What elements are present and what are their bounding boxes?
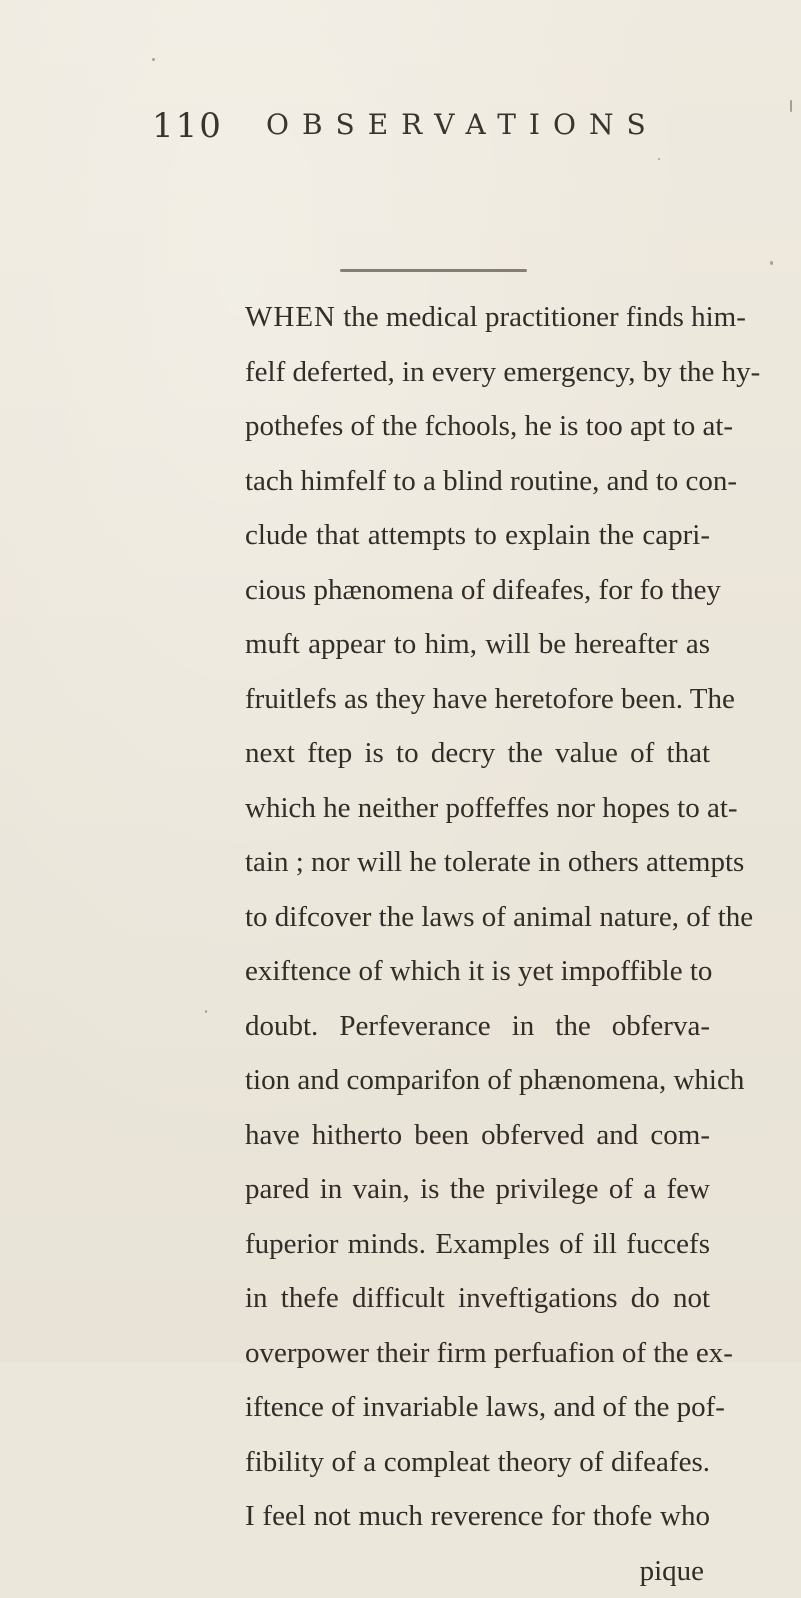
text-line: I feel not much reverence for thofe who [245, 1489, 710, 1544]
text-line: clude that attempts to explain the capri- [245, 508, 710, 563]
text-line: to difcover the laws of animal nature, of the [245, 890, 710, 945]
text-line: have hitherto been obferved and com- [245, 1108, 710, 1163]
section-divider-rule [340, 269, 527, 272]
page-header [0, 106, 801, 156]
text-line: tion and comparifon of phænomena, which [245, 1053, 710, 1108]
catchword: pique [245, 1544, 710, 1598]
text-line: in thefe difficult inveftigations do not [245, 1271, 710, 1326]
first-line-rest: the medical practitioner finds him- [336, 301, 746, 333]
text-line: felf deferted, in every emergency, by the hy- [245, 345, 710, 400]
text-line: muft appear to him, will be hereafter as [245, 617, 710, 672]
page-number: 110 [152, 106, 223, 146]
text-line: doubt. Perfeverance in the obferva- [245, 999, 710, 1054]
paper-speck [658, 158, 660, 160]
text-line: fruitlefs as they have heretofore been. The [245, 672, 710, 727]
text-line: tain ; nor will he tolerate in others attempts [245, 835, 710, 890]
paper-speck [790, 100, 792, 112]
paper-speck [205, 1010, 207, 1013]
text-line: cious phænomena of difeafes, for fo they [245, 563, 710, 618]
paper-speck [152, 58, 155, 61]
text-line: pared in vain, is the privilege of a few [245, 1162, 710, 1217]
opening-word: WHEN [245, 301, 336, 333]
text-line: iftence of invariable laws, and of the pof- [245, 1380, 710, 1435]
text-line: overpower their firm perfuafion of the ex- [245, 1326, 710, 1381]
text-line: fuperior minds. Examples of ill fuccefs [245, 1217, 710, 1272]
running-head: OBSERVATIONS [266, 108, 659, 141]
paper-speck [770, 261, 773, 265]
text-line: tach himfelf to a blind routine, and to con- [245, 454, 710, 509]
text-line: pothefes of the fchools, he is too apt to at- [245, 399, 710, 454]
text-line: next ftep is to decry the value of that [245, 726, 710, 781]
text-line-first [245, 290, 710, 345]
text-line: exiftence of which it is yet impoffible to [245, 944, 710, 999]
text-line: fibility of a compleat theory of difeafes. [245, 1435, 710, 1490]
text-line: which he neither poffeffes nor hopes to at- [245, 781, 710, 836]
body-text [245, 290, 710, 1598]
